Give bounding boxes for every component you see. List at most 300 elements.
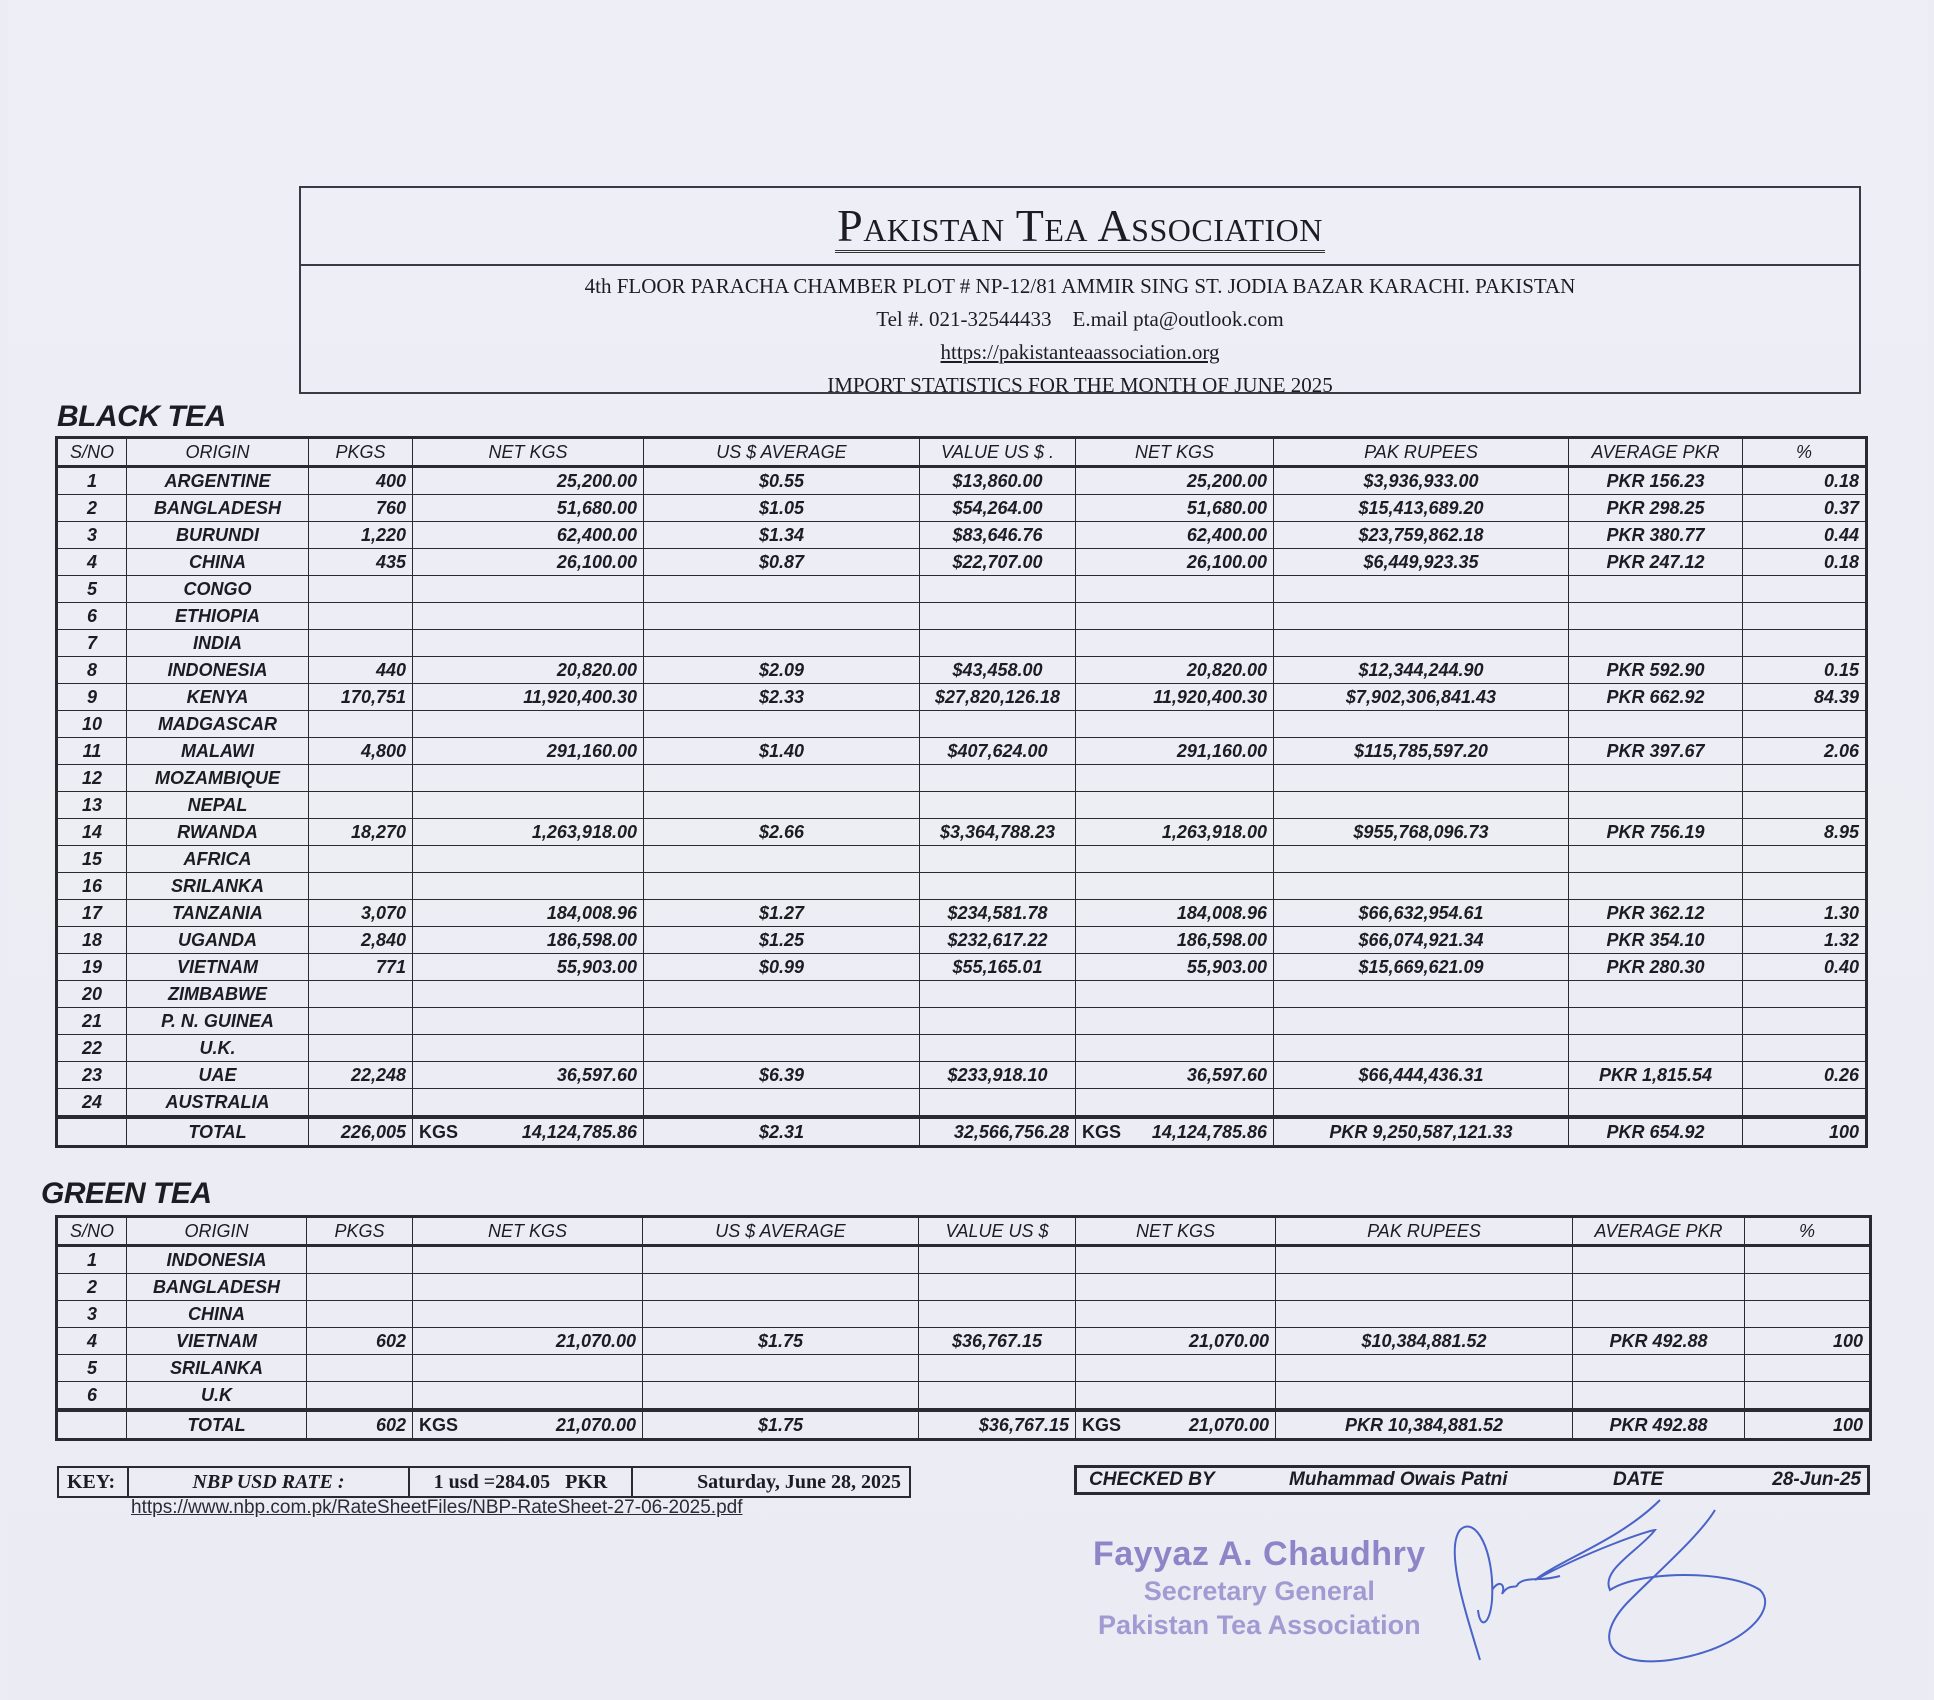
cell-sno: 2 [57,495,127,522]
cell-net-kgs2 [1076,1035,1274,1062]
header-row [57,438,1867,467]
table-row [57,765,1867,792]
col-header: PKGS [309,438,413,467]
cell-sno: 18 [57,927,127,954]
cell-avg-pkr: PKR 380.77 [1569,522,1743,549]
total-label: TOTAL [127,1117,309,1147]
cell-pkgs [307,1382,413,1411]
cell-usd-avg [644,873,920,900]
col-header: S/NO [57,438,127,467]
cell-origin: MOZAMBIQUE [127,765,309,792]
cell-usd-avg: $2.09 [644,657,920,684]
cell-value-usd [920,603,1076,630]
stamp-name: Fayyaz A. Chaudhry [1093,1535,1426,1573]
total-pak-rupees: PKR 10,384,881.52 [1276,1410,1573,1440]
cell-origin: CHINA [127,549,309,576]
cell-origin: INDONESIA [127,1246,307,1274]
table-row [57,1301,1871,1328]
cell-pkgs [309,873,413,900]
cell-value-usd [919,1382,1076,1411]
cell-pkgs [309,603,413,630]
table-row [57,495,1867,522]
cell-pct: 1.30 [1743,900,1867,927]
cell-net-kgs2: 291,160.00 [1076,738,1274,765]
cell-avg-pkr: PKR 354.10 [1569,927,1743,954]
cell-pkgs: 3,070 [309,900,413,927]
cell-net-kgs2 [1076,981,1274,1008]
cell-pct [1745,1246,1871,1274]
cell-net-kgs2 [1076,1382,1276,1411]
cell-pct [1743,792,1867,819]
cell-pct [1745,1355,1871,1382]
cell-avg-pkr [1573,1382,1745,1411]
cell-net-kgs [413,603,644,630]
cell-sno: 5 [57,1355,127,1382]
total-value: 14,124,785.86 [1151,1121,1267,1142]
letterhead [299,186,1861,397]
black-tea-table [55,436,1868,1148]
table-row [57,1274,1871,1301]
cell-avg-pkr: PKR 397.67 [1569,738,1743,765]
cell-sno: 20 [57,981,127,1008]
cell-sno: 2 [57,1274,127,1301]
table-row [57,846,1867,873]
cell-avg-pkr [1569,765,1743,792]
cell-pct: 0.18 [1743,549,1867,576]
kgs-unit-label: KGS [419,1414,459,1435]
cell-value-usd: $407,624.00 [920,738,1076,765]
cell-net-kgs: 11,920,400.30 [413,684,644,711]
cell-value-usd [920,1035,1076,1062]
col-header: US $ AVERAGE [644,438,920,467]
table-row [57,927,1867,954]
stamp-org: Pakistan Tea Association [1098,1610,1421,1640]
cell-usd-avg: $1.05 [644,495,920,522]
cell-pct: 0.15 [1743,657,1867,684]
cell-pct [1743,1008,1867,1035]
cell-pak-rupees [1276,1246,1573,1274]
cell-origin: ARGENTINE [127,467,309,495]
cell-pkgs [307,1301,413,1328]
cell-pkgs [309,765,413,792]
cell-net-kgs [413,1008,644,1035]
col-header: NET KGS [1076,438,1274,467]
date-label: DATE [1613,1469,1664,1490]
total-pkgs: 602 [307,1410,413,1440]
cell-net-kgs: 20,820.00 [413,657,644,684]
cell-pak-rupees: $10,384,881.52 [1276,1328,1573,1355]
cell-origin: ETHIOPIA [127,603,309,630]
cell-pkgs [309,1035,413,1062]
col-header: PKGS [307,1217,413,1246]
cell-sno: 10 [57,711,127,738]
cell-pak-rupees [1274,846,1569,873]
nbp-ratesheet-link[interactable]: https://www.nbp.com.pk/RateSheetFiles/NBP-RateSheet-27-06-2025.pdf [131,1497,743,1518]
cell-pct [1743,603,1867,630]
table-row [57,792,1867,819]
cell-net-kgs: 291,160.00 [413,738,644,765]
cell-usd-avg [643,1246,919,1274]
cell-net-kgs [413,711,644,738]
cell-avg-pkr [1569,846,1743,873]
total-pct: 100 [1743,1117,1867,1147]
col-header: VALUE US $ [919,1217,1076,1246]
table-row [57,738,1867,765]
cell-net-kgs: 51,680.00 [413,495,644,522]
cell-avg-pkr [1569,792,1743,819]
cell-pct: 0.40 [1743,954,1867,981]
table-row [57,954,1867,981]
cell-sno: 19 [57,954,127,981]
total-pkgs: 226,005 [309,1117,413,1147]
cell-pak-rupees [1276,1355,1573,1382]
cell-pak-rupees: $15,669,621.09 [1274,954,1569,981]
table-row [57,522,1867,549]
total-value: 21,070.00 [1188,1414,1269,1435]
cell-usd-avg [644,846,920,873]
cell-pct [1743,846,1867,873]
cell-value-usd [920,711,1076,738]
signature-icon [1440,1490,1780,1670]
cell-usd-avg [643,1301,919,1328]
table-row [57,467,1867,495]
cell-value-usd [920,873,1076,900]
rate-date: Saturday, June 28, 2025 [632,1467,910,1497]
cell-avg-pkr [1573,1301,1745,1328]
cell-net-kgs [413,630,644,657]
table-row [57,603,1867,630]
cell-pct [1745,1274,1871,1301]
cell-net-kgs2: 36,597.60 [1076,1062,1274,1089]
cell-usd-avg: $1.27 [644,900,920,927]
cell-sno: 13 [57,792,127,819]
cell-net-kgs: 36,597.60 [413,1062,644,1089]
cell-pkgs: 2,840 [309,927,413,954]
cell-pak-rupees [1274,981,1569,1008]
cell-usd-avg: $6.39 [644,1062,920,1089]
cell-pct: 0.18 [1743,467,1867,495]
cell-sno: 12 [57,765,127,792]
table-row [57,576,1867,603]
cell-pct [1743,765,1867,792]
green-tea-title: GREEN TEA [41,1177,212,1210]
cell-pkgs [309,630,413,657]
total-pak-rupees: PKR 9,250,587,121.33 [1274,1117,1569,1147]
cell-sno: 4 [57,1328,127,1355]
cell-usd-avg: $1.75 [643,1328,919,1355]
cell-net-kgs: 25,200.00 [413,467,644,495]
total-label: TOTAL [127,1410,307,1440]
cell-usd-avg [643,1355,919,1382]
cell-value-usd: $54,264.00 [920,495,1076,522]
cell-net-kgs2 [1076,1246,1276,1274]
cell-pkgs [309,981,413,1008]
cell-pct [1743,576,1867,603]
table-row [57,1035,1867,1062]
cell-pkgs: 771 [309,954,413,981]
col-header: PAK RUPEES [1274,438,1569,467]
total-avg-pkr: PKR 654.92 [1569,1117,1743,1147]
cell-value-usd [920,846,1076,873]
total-net-kgs [413,1410,643,1440]
cell-net-kgs [413,1246,643,1274]
cell-sno: 24 [57,1089,127,1118]
rate-label: NBP USD RATE : [128,1467,409,1497]
cell-pkgs [307,1355,413,1382]
cell-sno: 14 [57,819,127,846]
checked-by-label: CHECKED BY [1089,1469,1215,1490]
total-value: 21,070.00 [555,1414,636,1435]
cell-pkgs [307,1246,413,1274]
cell-pak-rupees: $115,785,597.20 [1274,738,1569,765]
col-header: US $ AVERAGE [643,1217,919,1246]
cell-net-kgs [413,1089,644,1118]
cell-avg-pkr [1573,1355,1745,1382]
cell-usd-avg [644,630,920,657]
cell-net-kgs2 [1076,873,1274,900]
cell-usd-avg: $0.99 [644,954,920,981]
table-row [57,1382,1871,1411]
cell-value-usd: $43,458.00 [920,657,1076,684]
cell-pak-rupees: $955,768,096.73 [1274,819,1569,846]
cell-usd-avg [644,765,920,792]
cell-sno: 17 [57,900,127,927]
cell-origin: KENYA [127,684,309,711]
key-label: KEY: [58,1467,128,1497]
cell-net-kgs [413,1035,644,1062]
col-header: S/NO [57,1217,127,1246]
cell-usd-avg: $2.33 [644,684,920,711]
cell-avg-pkr [1569,630,1743,657]
cell-origin: AUSTRALIA [127,1089,309,1118]
cell-value-usd [919,1246,1076,1274]
cell-pak-rupees [1274,873,1569,900]
cell-net-kgs: 62,400.00 [413,522,644,549]
cell-pak-rupees [1274,1008,1569,1035]
table-row [57,873,1867,900]
cell-value-usd [920,981,1076,1008]
total-sno [57,1410,127,1440]
cell-net-kgs: 21,070.00 [413,1328,643,1355]
total-usd-avg: $2.31 [644,1117,920,1147]
cell-origin: UGANDA [127,927,309,954]
cell-value-usd: $233,918.10 [920,1062,1076,1089]
cell-origin: NEPAL [127,792,309,819]
cell-net-kgs2 [1076,1008,1274,1035]
kgs-unit-label: KGS [1082,1414,1122,1435]
cell-pct: 0.44 [1743,522,1867,549]
cell-usd-avg [644,1008,920,1035]
col-header: ORIGIN [127,438,309,467]
cell-net-kgs2: 62,400.00 [1076,522,1274,549]
cell-value-usd [919,1301,1076,1328]
cell-avg-pkr [1569,981,1743,1008]
cell-sno: 3 [57,522,127,549]
cell-net-kgs2 [1076,603,1274,630]
col-header: NET KGS [413,438,644,467]
cell-origin: AFRICA [127,846,309,873]
cell-usd-avg [643,1274,919,1301]
cell-net-kgs2 [1076,576,1274,603]
cell-pct [1743,873,1867,900]
cell-value-usd: $3,364,788.23 [920,819,1076,846]
table-row [57,819,1867,846]
org-contact: Tel #. 021-32544433 E.mail pta@outlook.com [876,307,1284,331]
col-header: ORIGIN [127,1217,307,1246]
cell-avg-pkr [1569,711,1743,738]
col-header: % [1745,1217,1871,1246]
total-value-usd: $36,767.15 [919,1410,1076,1440]
cell-sno: 21 [57,1008,127,1035]
cell-pak-rupees [1274,576,1569,603]
cell-avg-pkr [1569,576,1743,603]
cell-net-kgs2: 55,903.00 [1076,954,1274,981]
cell-pak-rupees: $23,759,862.18 [1274,522,1569,549]
cell-value-usd: $234,581.78 [920,900,1076,927]
cell-avg-pkr [1569,873,1743,900]
cell-pkgs: 440 [309,657,413,684]
cell-avg-pkr: PKR 492.88 [1573,1328,1745,1355]
total-pct: 100 [1745,1410,1871,1440]
cell-pct: 0.26 [1743,1062,1867,1089]
cell-pkgs: 170,751 [309,684,413,711]
cell-avg-pkr [1569,1035,1743,1062]
cell-pkgs: 18,270 [309,819,413,846]
cell-avg-pkr [1573,1274,1745,1301]
cell-origin: BANGLADESH [127,495,309,522]
cell-sno: 4 [57,549,127,576]
cell-origin: RWANDA [127,819,309,846]
total-value-usd: 32,566,756.28 [920,1117,1076,1147]
cell-origin: CHINA [127,1301,307,1328]
cell-sno: 3 [57,1301,127,1328]
cell-usd-avg [644,981,920,1008]
table-row [57,1355,1871,1382]
cell-net-kgs2: 25,200.00 [1076,467,1274,495]
cell-usd-avg [643,1382,919,1411]
cell-pct [1743,981,1867,1008]
cell-net-kgs: 26,100.00 [413,549,644,576]
col-header: AVERAGE PKR [1569,438,1743,467]
cell-pak-rupees: $66,632,954.61 [1274,900,1569,927]
cell-avg-pkr: PKR 362.12 [1569,900,1743,927]
cell-origin: SRILANKA [127,1355,307,1382]
cell-origin: VIETNAM [127,954,309,981]
cell-sno: 9 [57,684,127,711]
table-row [57,630,1867,657]
cell-origin: P. N. GUINEA [127,1008,309,1035]
cell-pkgs [309,576,413,603]
org-website-link[interactable]: https://pakistanteaassociation.org [940,340,1220,364]
cell-pkgs: 760 [309,495,413,522]
cell-sno: 1 [57,1246,127,1274]
cell-net-kgs2: 21,070.00 [1076,1328,1276,1355]
cell-sno: 22 [57,1035,127,1062]
table-row [57,1246,1871,1274]
cell-pkgs: 1,220 [309,522,413,549]
cell-value-usd: $13,860.00 [920,467,1076,495]
table-row [57,549,1867,576]
cell-value-usd [920,792,1076,819]
cell-net-kgs2: 186,598.00 [1076,927,1274,954]
cell-pct: 2.06 [1743,738,1867,765]
table-row [57,1008,1867,1035]
cell-value-usd: $27,820,126.18 [920,684,1076,711]
total-avg-pkr: PKR 492.88 [1573,1410,1745,1440]
org-address: 4th FLOOR PARACHA CHAMBER PLOT # NP-12/81 AMMIR SING ST. JODIA BAZAR KARACHI. PAKISTAN [584,274,1576,298]
cell-value-usd: $36,767.15 [919,1328,1076,1355]
cell-value-usd [919,1355,1076,1382]
cell-net-kgs2 [1076,711,1274,738]
cell-pkgs [309,792,413,819]
cell-value-usd [920,576,1076,603]
cell-net-kgs [413,873,644,900]
table-row [57,711,1867,738]
cell-pkgs [307,1274,413,1301]
cell-value-usd: $83,646.76 [920,522,1076,549]
cell-origin: BURUNDI [127,522,309,549]
table-row [57,1089,1867,1118]
cell-pak-rupees [1274,630,1569,657]
cell-avg-pkr [1569,1089,1743,1118]
stamp-title: Secretary General [1143,1576,1375,1606]
cell-net-kgs [413,1301,643,1328]
cell-origin: MALAWI [127,738,309,765]
cell-net-kgs2 [1076,630,1274,657]
cell-net-kgs [413,846,644,873]
total-net-kgs2 [1076,1117,1274,1147]
cell-net-kgs2: 20,820.00 [1076,657,1274,684]
cell-pak-rupees: $12,344,244.90 [1274,657,1569,684]
cell-net-kgs [413,792,644,819]
cell-pkgs: 602 [307,1328,413,1355]
cell-net-kgs2: 26,100.00 [1076,549,1274,576]
cell-pct [1743,630,1867,657]
cell-pak-rupees: $6,449,923.35 [1274,549,1569,576]
cell-origin: BANGLADESH [127,1274,307,1301]
cell-net-kgs2: 51,680.00 [1076,495,1274,522]
cell-avg-pkr: PKR 756.19 [1569,819,1743,846]
cell-pct [1745,1301,1871,1328]
cell-avg-pkr: PKR 592.90 [1569,657,1743,684]
table-row [57,1328,1871,1355]
cell-value-usd [919,1274,1076,1301]
cell-usd-avg [644,711,920,738]
table-row [57,684,1867,711]
cell-usd-avg [644,792,920,819]
cell-origin: INDIA [127,630,309,657]
cell-value-usd [920,630,1076,657]
cell-net-kgs: 184,008.96 [413,900,644,927]
cell-sno: 6 [57,603,127,630]
cell-net-kgs2 [1076,1301,1276,1328]
cell-origin: MADGASCAR [127,711,309,738]
cell-pak-rupees [1274,603,1569,630]
table-row [57,900,1867,927]
cell-pkgs: 435 [309,549,413,576]
cell-usd-avg [644,1035,920,1062]
checked-by-name: Muhammad Owais Patni [1289,1469,1508,1490]
total-row [57,1410,1871,1440]
cell-net-kgs2: 11,920,400.30 [1076,684,1274,711]
total-value: 14,124,785.86 [521,1121,637,1142]
cell-net-kgs: 1,263,918.00 [413,819,644,846]
total-net-kgs2 [1076,1410,1276,1440]
cell-sno: 5 [57,576,127,603]
total-row [57,1117,1867,1147]
cell-pkgs: 400 [309,467,413,495]
checked-date: 28-Jun-25 [1772,1469,1861,1490]
